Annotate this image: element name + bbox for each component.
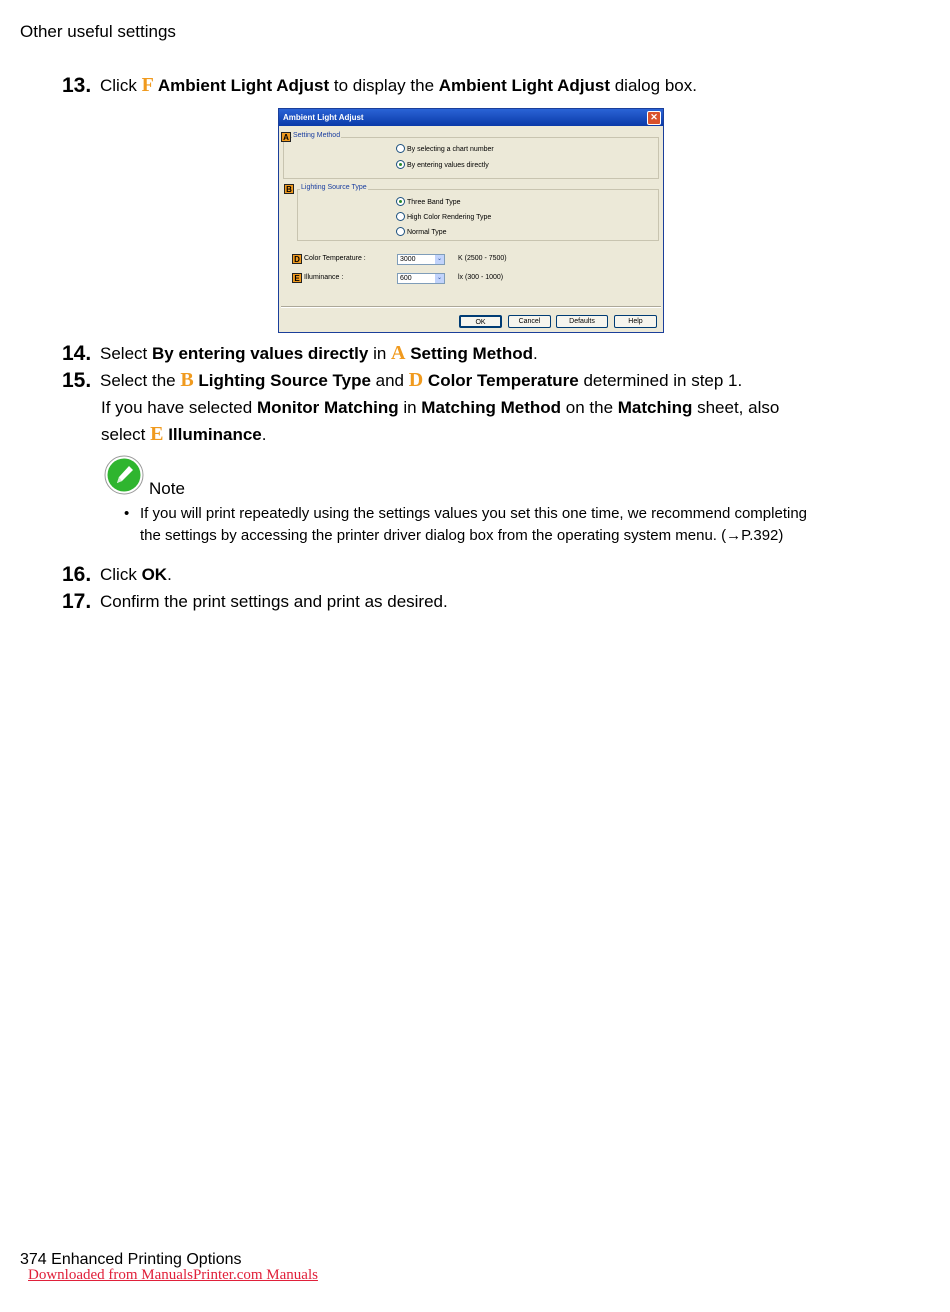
step-number: 17. xyxy=(62,590,92,613)
text: Select the xyxy=(100,371,181,390)
ui-term: Matching Method xyxy=(421,398,562,417)
note-label: Note xyxy=(149,479,185,498)
download-link[interactable]: Downloaded from ManualsPrinter.com Manuals xyxy=(28,1267,318,1283)
callout-letter: F xyxy=(141,74,154,96)
ui-term: Matching xyxy=(617,398,693,417)
callout-letter: D xyxy=(408,369,424,391)
step-text: Confirm the print settings and print as desired. xyxy=(100,592,448,611)
callout-badge-e: E xyxy=(292,273,302,283)
radio-normal-type[interactable] xyxy=(396,227,447,236)
text: and xyxy=(370,371,409,390)
pencil-note-icon xyxy=(104,455,144,495)
color-temperature-combo[interactable] xyxy=(397,254,445,265)
page-footer: 374 Enhanced Printing Options xyxy=(20,1251,242,1268)
radio-button-icon xyxy=(396,212,405,221)
step-text xyxy=(100,367,742,394)
text: to display the xyxy=(329,76,439,95)
defaults-button[interactable]: Defaults xyxy=(556,315,608,328)
radio-chart-number[interactable] xyxy=(396,144,494,153)
ok-button[interactable]: OK xyxy=(459,315,502,328)
running-header: Other useful settings xyxy=(20,22,176,41)
ui-term: Lighting Source Type xyxy=(193,371,371,390)
chevron-down-icon[interactable]: ⌄ xyxy=(436,256,443,262)
step-number: 13. xyxy=(62,74,92,97)
radio-label: Normal Type xyxy=(407,229,447,236)
setting-method-label: Setting Method xyxy=(293,132,341,139)
radio-three-band[interactable] xyxy=(396,197,461,206)
bullet-icon: • xyxy=(124,505,130,522)
text: If you have selected xyxy=(101,398,257,417)
text: on the xyxy=(561,398,618,417)
color-temperature-label: Color Temperature : xyxy=(304,255,366,262)
text: in xyxy=(398,398,422,417)
callout-badge-a: A xyxy=(281,132,291,142)
radio-label: Three Band Type xyxy=(407,199,461,206)
text: . xyxy=(167,565,172,584)
ui-term: Color Temperature xyxy=(423,371,579,390)
text: . xyxy=(261,425,267,444)
lighting-source-label: Lighting Source Type xyxy=(301,184,367,191)
radio-label: By entering values directly xyxy=(407,162,489,169)
step-number: 16. xyxy=(62,563,92,586)
callout-letter: A xyxy=(391,342,406,364)
ui-term: Ambient Light Adjust xyxy=(153,76,330,95)
radio-label: High Color Rendering Type xyxy=(407,214,492,221)
text: sheet, also xyxy=(692,398,780,417)
note-text-line-2: the settings by accessing the printer driver dialog box from the operating system menu. (→P.392) xyxy=(140,527,784,544)
ambient-light-adjust-dialog xyxy=(278,108,664,333)
illuminance-combo[interactable] xyxy=(397,273,445,284)
step-14 xyxy=(62,340,538,368)
text: determined in step 1. xyxy=(578,371,743,390)
divider xyxy=(281,306,661,308)
radio-button-icon xyxy=(396,144,405,153)
step-text xyxy=(100,561,172,588)
text: . xyxy=(532,344,538,363)
step-number: 15. xyxy=(62,369,92,392)
callout-letter: B xyxy=(180,369,194,391)
step-text xyxy=(100,340,538,367)
combo-value: 3000 xyxy=(400,256,416,263)
text: select xyxy=(101,425,151,444)
step-17 xyxy=(62,588,448,616)
cancel-button[interactable]: Cancel xyxy=(508,315,551,328)
step-text xyxy=(100,72,697,99)
dialog-title: Ambient Light Adjust xyxy=(283,113,364,122)
radio-entering-values[interactable] xyxy=(396,160,489,169)
ui-term: By entering values directly xyxy=(151,344,369,363)
color-temperature-range: K (2500 - 7500) xyxy=(458,255,507,262)
illuminance-range: lx (300 - 1000) xyxy=(458,274,504,281)
step-15-line-2 xyxy=(101,394,779,421)
ui-term: Setting Method xyxy=(405,344,533,363)
step-13 xyxy=(62,72,697,100)
callout-letter: E xyxy=(150,423,164,445)
radio-button-selected-icon xyxy=(396,160,405,169)
radio-button-icon xyxy=(396,227,405,236)
ui-term: OK xyxy=(141,565,168,584)
text: Click xyxy=(100,565,142,584)
callout-badge-d: D xyxy=(292,254,302,264)
ui-term: Illuminance xyxy=(163,425,262,444)
ui-term: Ambient Light Adjust xyxy=(438,76,610,95)
help-button[interactable]: Help xyxy=(614,315,657,328)
dialog-titlebar xyxy=(279,109,663,126)
illuminance-label: Illuminance : xyxy=(304,274,344,281)
note-text-line-1: If you will print repeatedly using the settings values you set this one time, we recommend completing xyxy=(140,505,808,522)
combo-value: 600 xyxy=(400,275,412,282)
radio-label: By selecting a chart number xyxy=(407,146,494,153)
ui-term: Monitor Matching xyxy=(256,398,399,417)
text: in xyxy=(368,344,392,363)
step-15 xyxy=(62,367,743,395)
chevron-down-icon[interactable]: ⌄ xyxy=(436,275,443,281)
close-icon[interactable]: ✕ xyxy=(647,111,661,125)
text: Select xyxy=(100,344,152,363)
step-15-line-3 xyxy=(101,421,266,448)
callout-badge-b: B xyxy=(284,184,294,194)
step-16 xyxy=(62,561,172,589)
radio-high-color-rendering[interactable] xyxy=(396,212,491,221)
text: Click xyxy=(100,76,142,95)
step-number: 14. xyxy=(62,342,92,365)
text: dialog box. xyxy=(610,76,697,95)
radio-button-selected-icon xyxy=(396,197,405,206)
